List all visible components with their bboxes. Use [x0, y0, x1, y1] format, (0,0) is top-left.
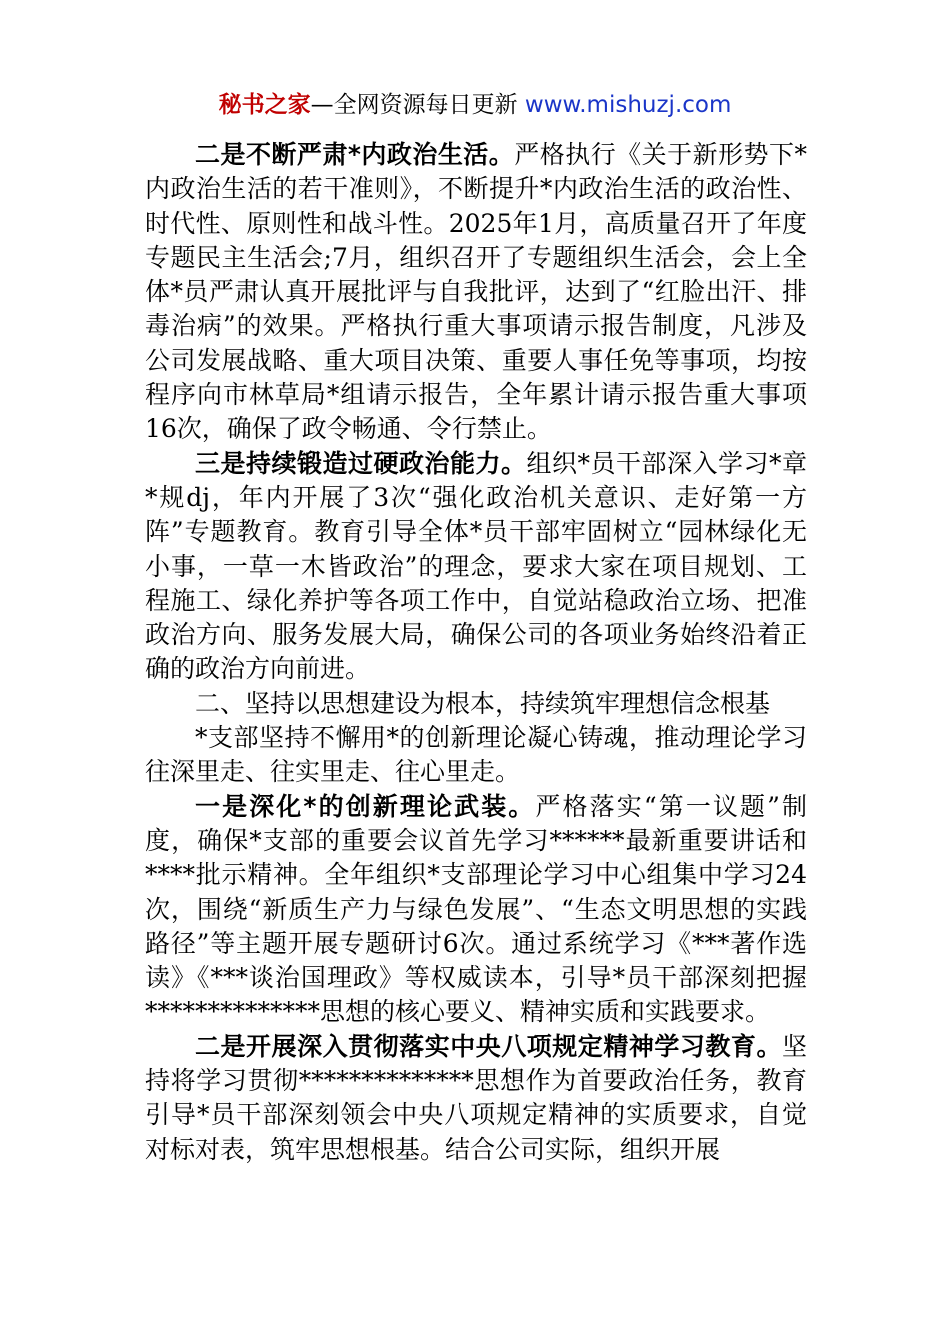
- paragraph-text: 严格落实“第一议题”制度，确保*支部的重要会议首先学习******最新重要讲话和****批示精神。全年组织*支部理论学习中心组集中学习24次，围绕“新质生产力与绿色发展”、“生态文明思想的实践路径”等主题开展专题研讨6次。通过系统学习《***著作选读》《***谈治国理政》等权威读本，引导*员干部深刻把握**************思想的核心要义、精神实质和实践要求。: [145, 791, 808, 1027]
- site-brand: 秘书之家: [218, 92, 311, 118]
- site-header: [0, 88, 950, 122]
- paragraph-text: 组织*员干部深入学习*章*规dj，年内开展了3次“强化政治机关意识、走好第一方阵”专题教育。教育引导全体*员干部牢固树立“园林绿化无小事，一草一木皆政治”的理念，要求大家在项目规划、工程施工、绿化养护等各项工作中，自觉站稳政治立场、把准政治方向、服务发展大局，确保公司的各项业务始终沿着正确的政治方向前进。: [145, 448, 807, 684]
- paragraph-section-intro: *支部坚持不懈用*的创新理论凝心铸魂，推动理论学习往深里走、往实里走、往心里走。: [145, 723, 807, 787]
- paragraph-political-life: [145, 138, 807, 447]
- section-heading: 二、坚持以思想建设为根本，持续筑牢理想信念根基: [195, 688, 771, 718]
- paragraph-political-ability: [145, 447, 807, 687]
- paragraph-text: 严格执行《关于新形势下*内政治生活的若干准则》，不断提升*内政治生活的政治性、时代性、原则性和战斗性。2025年1月，高质量召开了年度专题民主生活会;7月，组织召开了专题组织生活会，会上全体*员严肃认真开展批评与自我批评，达到了“红脸出汗、排毒治病”的效果。严格执行重大事项请示报告制度，凡涉及公司发展战略、重大项目决策、重要人事任免等事项，均按程序向市林草局*组请示报告，全年累计请示报告重大事项16次，确保了政令畅通、令行禁止。: [145, 140, 807, 444]
- document-body: [145, 138, 807, 1167]
- site-tagline: —全网资源每日更新: [310, 92, 525, 118]
- paragraph-theory-armament: [145, 790, 807, 1030]
- paragraph-eight-rules: [145, 1030, 807, 1167]
- site-url[interactable]: www.mishuzj.com: [524, 92, 732, 118]
- paragraph-lead: 一是深化*的创新理论武装。: [195, 791, 536, 821]
- paragraph-text: 坚持将学习贯彻**************思想作为首要政治任务，教育引导*员干部深刻领会中央八项规定精神的实质要求，自觉对标对表，筑牢思想根基。结合公司实际，组织开展: [145, 1031, 807, 1164]
- paragraph-lead: 三是持续锻造过硬政治能力。: [195, 448, 527, 478]
- paragraph-lead: 二是开展深入贯彻落实中央八项规定精神学习教育。: [195, 1031, 782, 1061]
- paragraph-lead: 二是不断严肃*内政治生活。: [195, 140, 515, 169]
